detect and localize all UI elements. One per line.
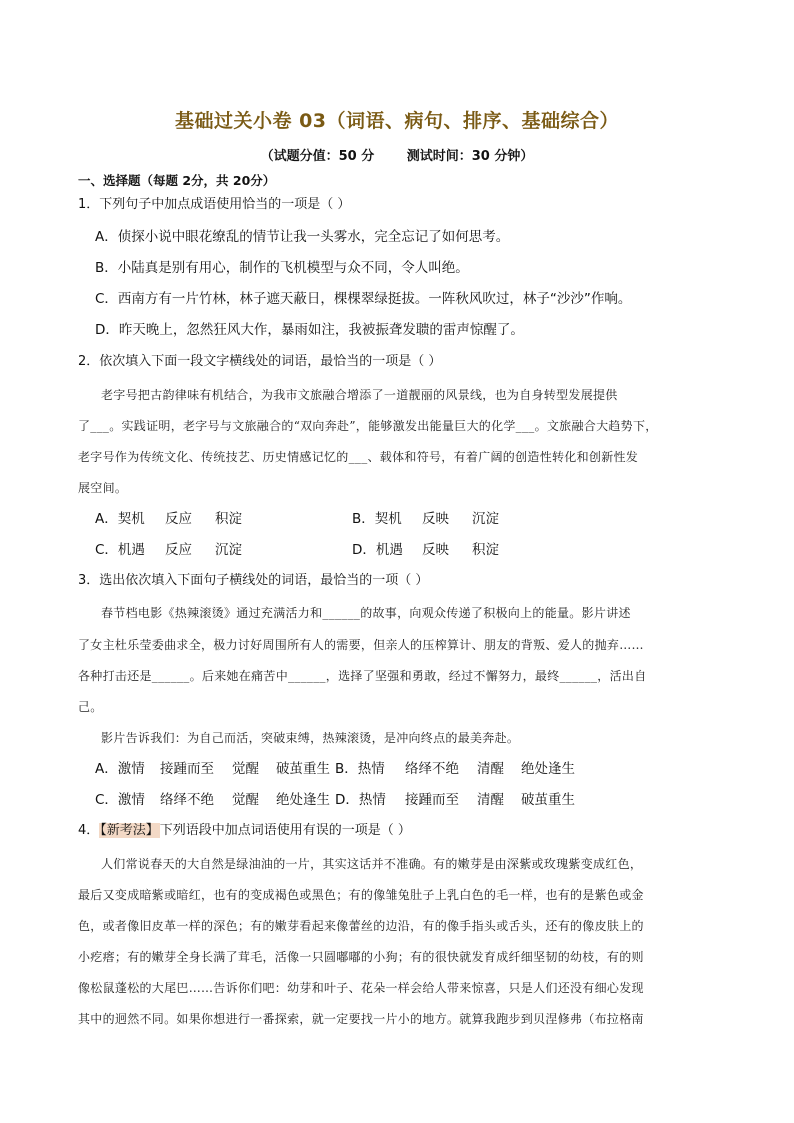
question-1-option-d: D．昨天晚上，忽然狂风大作，暴雨如注，我被振聋发聩的雷声惊醒了。	[95, 322, 524, 338]
option-word: 积淀	[215, 511, 242, 527]
option-label: B．热情	[335, 761, 385, 777]
option-label: D．热情	[335, 792, 386, 808]
option-word: 积淀	[472, 542, 499, 558]
option-label: C．激情	[95, 792, 145, 808]
question-3-passage-line: 了女主杜乐莹委曲求全，极力讨好周围所有人的需要，但亲人的压榨算计、朋友的背叛、爱人的抛弃……	[78, 638, 644, 652]
question-2-stem: 2．依次填入下面一段文字横线处的词语，最恰当的一项是（ ）	[78, 354, 442, 369]
option-word: 绝处逢生	[276, 792, 330, 808]
option-label: D．机遇	[352, 542, 403, 558]
option-word: 反映	[422, 511, 449, 527]
question-2-option-b	[352, 510, 499, 528]
option-word: 络绎不绝	[405, 761, 459, 777]
option-word: 络绎不绝	[160, 792, 214, 808]
question-1-option-a: A．侦探小说中眼花缭乱的情节让我一头雾水，完全忘记了如何思考。	[95, 229, 510, 245]
question-3-stem: 3．选出依次填入下面句子横线处的词语，最恰当的一项（ ）	[78, 573, 429, 588]
question-1-option-b: B．小陆真是别有用心，制作的飞机模型与众不同，令人叫绝。	[95, 260, 469, 276]
section-heading: 一、选择题（每题 2分，共 20分）	[78, 173, 276, 188]
question-2-passage-line: 老字号作为传统文化、传统技艺、历史情感记忆的___、载体和符号，有着广阔的创造性转化和创新性发	[78, 450, 639, 464]
question-1-option-c: C．西南方有一片竹林，林子遮天蔽日，棵棵翠绿挺拔。一阵秋风吹过，林子“沙沙”作响。	[95, 291, 632, 307]
option-label: B．契机	[352, 511, 402, 527]
question-4-passage-line: 小疙瘩；有的嫩芽全身长满了茸毛，活像一只圆嘟嘟的小狗；有的很快就发育成纤细坚韧的幼枝，有的则	[78, 950, 644, 964]
option-word: 破茧重生	[276, 761, 330, 777]
question-2-option-c	[95, 541, 242, 559]
question-text: 下列语段中加点词语使用有误的一项是（ ）	[159, 823, 411, 838]
option-word: 反映	[422, 542, 449, 558]
question-3-passage-line: 影片告诉我们：为自己而活，突破束缚，热辣滚烫，是冲向终点的最美奔赴。	[101, 731, 520, 745]
exam-info	[0, 145, 794, 164]
page-title: 基础过关小卷 03（词语、病句、排序、基础综合）	[174, 110, 620, 132]
question-3-option-a	[95, 760, 330, 778]
question-1-stem: 1．下列句子中加点成语使用恰当的一项是（ ）	[78, 197, 351, 212]
question-2-passage-line: 老字号把古韵律味有机结合，为我市文旅融合增添了一道靓丽的风景线，也为自身转型发展提供	[101, 388, 618, 402]
question-3-passage-line: 己。	[78, 700, 103, 714]
question-2-passage-line: 了___。实践证明，老字号与文旅融合的“双向奔赴”，能够激发出能量巨大的化学___。文旅融合大趋势下，	[78, 419, 658, 433]
option-word: 接踵而至	[405, 792, 459, 808]
option-word: 反应	[165, 511, 192, 527]
question-3-option-d	[335, 791, 575, 809]
time-info: 测试时间：30 分钟）	[406, 149, 534, 164]
question-2-option-d	[352, 541, 499, 559]
question-3-passage-line: 春节档电影《热辣滚烫》通过充满活力和______的故事，向观众传递了积极向上的能量。影片讲述	[101, 606, 631, 620]
question-4-stem	[78, 822, 411, 840]
question-number: 4．	[78, 823, 100, 838]
option-word: 沉淀	[472, 511, 499, 527]
question-4-passage-line: 人们常说春天的大自然是绿油油的一片，其实这话并不准确。有的嫩芽是由深紫或玫瑰紫变成红色，	[101, 857, 643, 871]
new-question-type-badge: 【新考法】	[100, 823, 159, 838]
option-word: 接踵而至	[160, 761, 214, 777]
question-4-passage-line: 色，或者像旧皮革一样的深色；有的嫩芽看起来像蕾丝的边沿，有的像手指头或舌头，还有的像皮肤上的	[78, 919, 644, 933]
question-2-passage-line: 展空间。	[78, 481, 128, 495]
option-word: 觉醒	[232, 792, 259, 808]
question-3-option-b	[335, 760, 575, 778]
option-word: 沉淀	[215, 542, 242, 558]
option-word: 反应	[165, 542, 192, 558]
option-label: A．激情	[95, 761, 145, 777]
option-word: 清醒	[477, 792, 504, 808]
option-word: 破茧重生	[521, 792, 575, 808]
question-3-option-c	[95, 791, 330, 809]
question-3-passage-line: 各种打击还是______。后来她在痛苦中______，选择了坚强和勇敢，经过不懈努力，最终______，活出自	[78, 669, 647, 683]
question-4-passage-line: 其中的迥然不同。如果你想进行一番探索，就一定要找一片小的地方。就算我跑步到贝涅修弗（布拉格南	[78, 1012, 644, 1026]
option-word: 绝处逢生	[521, 761, 575, 777]
question-2-option-a	[95, 510, 242, 528]
option-word: 觉醒	[232, 761, 259, 777]
option-word: 清醒	[477, 761, 504, 777]
option-label: C．机遇	[95, 542, 145, 558]
question-4-passage-line: 最后又变成暗紫或暗红，也有的变成褐色或黑色；有的像雏兔肚子上乳白色的毛一样，也有的是紫色或金	[78, 888, 644, 902]
option-label: A．契机	[95, 511, 145, 527]
question-4-passage-line: 像松鼠蓬松的大尾巴……告诉你们吧：幼芽和叶子、花朵一样会给人带来惊喜，只是人们还没有细心发现	[78, 981, 644, 995]
score-info: （试题分值：50 分	[260, 149, 375, 164]
